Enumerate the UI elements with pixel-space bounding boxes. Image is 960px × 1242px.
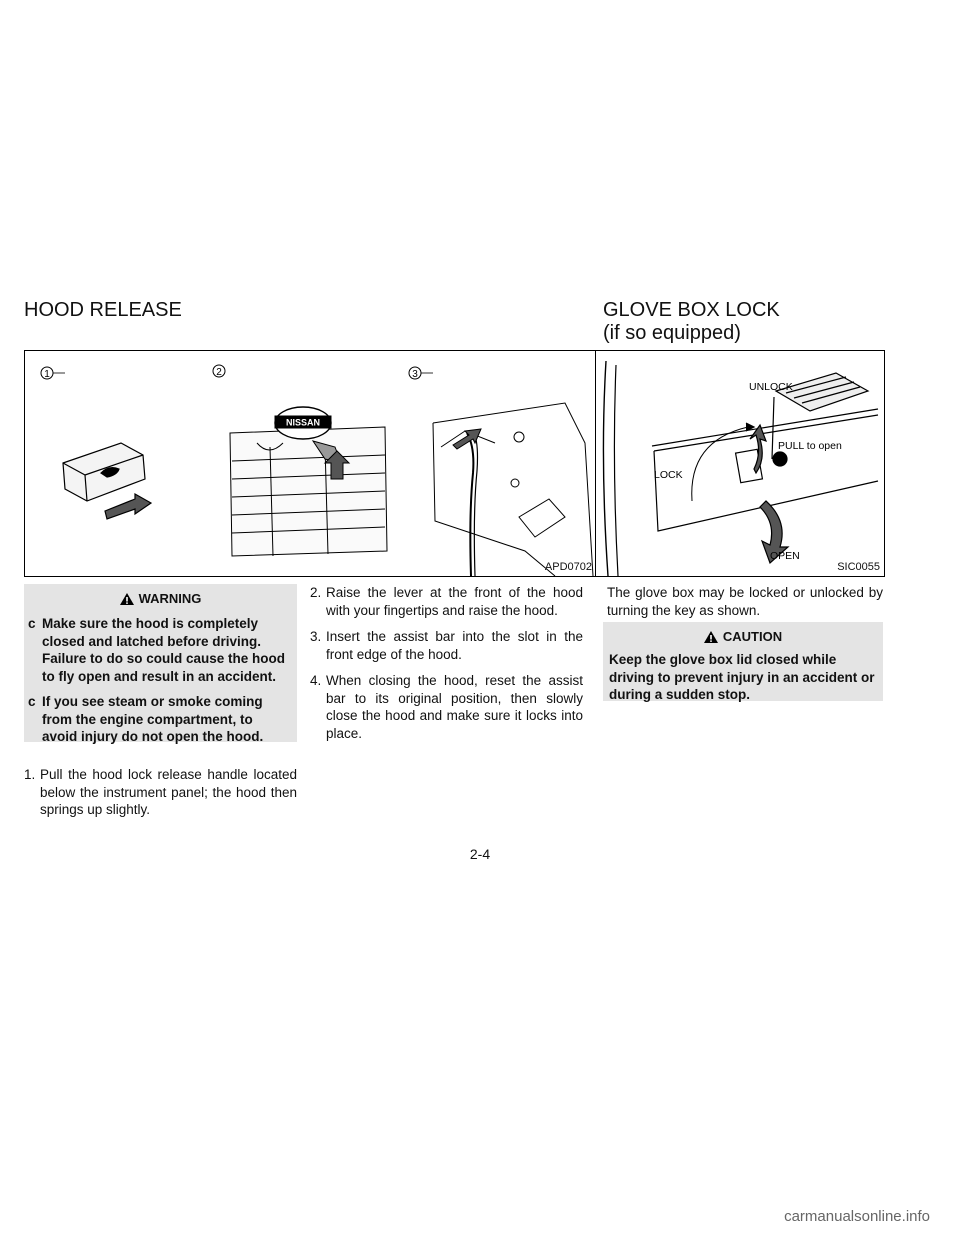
assist-bar-drawing [433,403,593,576]
warning-header [24,584,297,609]
warning-title: WARNING [138,591,202,606]
hood-figure-code: APD0702 [544,561,592,573]
lock-label: LOCK [654,469,683,481]
caution-header [603,622,883,647]
callout-1 [41,367,65,380]
glove-figure-code: SIC0055 [837,561,880,573]
hood-step-list-right [310,584,583,751]
hood-release-figure [24,350,597,577]
bullet-mark: c [28,694,36,709]
glove-box-description: The glove box may be locked or unlocked by turning the key as shown. [607,585,883,618]
pull-to-open-label: PULL to open [778,440,842,452]
callout-3 [409,367,433,380]
watermark-text: carmanualsonline.info [784,1208,930,1225]
release-handle-drawing [63,443,151,519]
caution-text: Keep the glove box lid closed while driving to prevent injury in an accident or during a sudden stop. [609,652,875,702]
open-label: OPEN [770,550,800,562]
callout-2 [213,365,225,378]
grille-lever-drawing [230,407,387,556]
glove-box-drawing [603,361,878,576]
warning-box [24,584,297,742]
bullet-mark: c [28,616,36,631]
caution-title: CAUTION [722,629,783,644]
hood-release-illustration [25,351,596,576]
warning-triangle-icon [120,593,134,605]
hood-step: 4. When closing the hood, reset the assist bar to its original position, then slowly close the hood and make sure it locks into place. [310,673,583,741]
hood-step: 2. Raise the lever at the front of the hood with your fingertips and raise the hood. [310,585,583,618]
glove-box-figure [595,350,885,577]
glove-box-illustration [596,351,884,576]
section-heading-glove-box: GLOVE BOX LOCK [603,299,780,321]
caution-triangle-icon [704,631,718,643]
page-number: 2-4 [469,846,491,862]
nissan-emblem-text: NISSAN [285,417,321,428]
section-subheading-glove-box: (if so equipped) [603,322,741,344]
warning-item: c If you see steam or smoke coming from the engine compartment, to avoid injury do not open the hood. [28,694,264,744]
caution-box [603,622,883,701]
hood-step: 1. Pull the hood lock release handle located below the instrument panel; the hood then springs up slightly. [24,767,297,817]
section-heading-hood-release: HOOD RELEASE [24,299,182,321]
svg-text:1: 1 [44,369,50,380]
svg-text:2: 2 [216,367,222,378]
hood-step: 3. Insert the assist bar into the slot in the front edge of the hood. [310,629,583,662]
svg-text:3: 3 [412,369,418,380]
hood-step-list-left [24,766,297,828]
unlock-label: UNLOCK [749,381,793,393]
warning-item: c Make sure the hood is completely closed and latched before driving. Failure to do so could cause the hood to fly open and result in an accident. [28,616,286,684]
